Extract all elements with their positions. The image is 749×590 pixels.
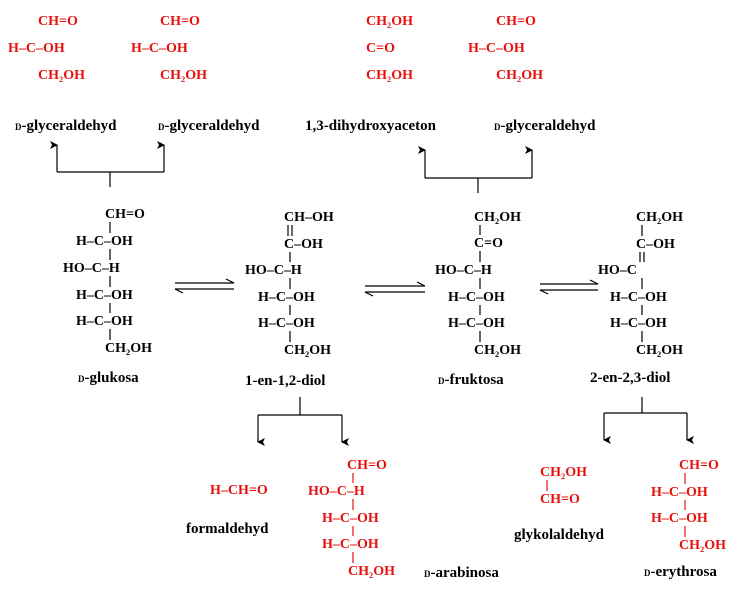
formula-line: CH₂OH [496, 68, 543, 83]
label-prefix: D [78, 374, 85, 384]
equilibrium-arrow-2 [365, 282, 425, 296]
label-dihydroxyacetone: 1,3-dihydroxyaceton [305, 118, 436, 134]
label-enediol-1: 1-en-1,2-diol [245, 373, 326, 389]
formula-line: CH=O [347, 458, 387, 473]
label-fructose [438, 372, 504, 388]
fork-arrow-enediol-2-down [604, 397, 687, 440]
formula-line: CH₂OH [474, 210, 521, 225]
formula-line: H–C–OH [610, 316, 667, 331]
fork-arrow-fructose-up [425, 150, 532, 193]
formaldehyde-formula [210, 483, 268, 498]
formula-line: H–C–OH [258, 316, 315, 331]
label-text: -arabinosa [430, 565, 499, 581]
formula-line: CH₂OH [160, 68, 207, 83]
formula-line: CH=O [496, 14, 536, 29]
label-erythrose [644, 564, 717, 580]
formula-line: H–C–OH [76, 288, 133, 303]
formula-line: H–C–OH [322, 511, 379, 526]
formula-line: HO–C [598, 263, 637, 278]
label-text: -fruktosa [444, 372, 504, 388]
formula-line: CH=O [38, 14, 78, 29]
arabinose-formula [308, 458, 395, 579]
formula-line: H–C–OH [258, 290, 315, 305]
formula-line: H–C–OH [131, 41, 188, 56]
formula-line: CH₂OH [105, 341, 152, 356]
glucose-formula [63, 207, 152, 356]
formula-line: H–C–OH [448, 316, 505, 331]
formula-line: HO–C–H [435, 263, 492, 278]
enediol-2-formula [598, 210, 683, 358]
formula-line: CH₂OH [366, 68, 413, 83]
label-text: -glyceraldehyd [164, 118, 260, 134]
formula-line: CH=O [160, 14, 200, 29]
formula-line: HO–C–H [245, 263, 302, 278]
top-dihydroxyacetone [366, 14, 413, 83]
formula-line: H–C–OH [76, 314, 133, 329]
top-glyceraldehyde-2 [131, 14, 207, 83]
formula-line: H–C–OH [322, 537, 379, 552]
formula-line: CH₂OH [474, 343, 521, 358]
formula-line: CH₂OH [636, 210, 683, 225]
label-formaldehyde: formaldehyd [186, 521, 269, 537]
formula-line: CH₂OH [679, 538, 726, 553]
label-prefix: D [644, 568, 651, 578]
top-glyceraldehyde-3 [468, 14, 543, 83]
top-glyceraldehyde-1 [8, 14, 85, 83]
formula-line: HO–C–H [308, 484, 365, 499]
formula-line: CH=O [105, 207, 145, 222]
label-glycolaldehyde: glykolaldehyd [514, 527, 605, 543]
label-arabinose [424, 565, 499, 581]
formula-line: H–C–OH [468, 41, 525, 56]
label-text: -glyceraldehyd [500, 118, 596, 134]
formula-line: H–C–OH [651, 511, 708, 526]
label-prefix: D [438, 376, 445, 386]
label-text: -erythrosa [650, 564, 717, 580]
formula-line: CH₂OH [38, 68, 85, 83]
equilibrium-arrow-3 [540, 280, 598, 294]
label-text: -glyceraldehyd [21, 118, 117, 134]
label-text: -glukosa [84, 370, 139, 386]
formula-line: CH–OH [284, 210, 334, 225]
formula-line: CH₂OH [366, 14, 413, 29]
formula-line: CH=O [540, 492, 580, 507]
formula-line: CH₂OH [284, 343, 331, 358]
formula-line: H–C–OH [76, 234, 133, 249]
fork-arrow-enediol-1-down [258, 397, 342, 442]
formula-line: C=O [366, 41, 395, 56]
label-prefix: D [15, 122, 22, 132]
formula-line: HO–C–H [63, 261, 120, 276]
label-glyceraldehyde-2 [158, 118, 260, 134]
label-glyceraldehyde-3 [494, 118, 596, 134]
label-prefix: D [424, 569, 431, 579]
formula-line: CH₂OH [540, 465, 587, 480]
formula-line: H–CH=O [210, 483, 268, 498]
erythrose-formula [651, 458, 726, 553]
label-glyceraldehyde-1 [15, 118, 117, 134]
formula-line: CH₂OH [348, 564, 395, 579]
label-prefix: D [494, 122, 501, 132]
formula-line: H–C–OH [448, 290, 505, 305]
fork-arrow-glucose-up [57, 145, 164, 187]
formula-line: H–C–OH [651, 485, 708, 500]
formula-line: CH=O [679, 458, 719, 473]
formula-line: C–OH [636, 237, 675, 252]
formula-line: CH₂OH [636, 343, 683, 358]
formula-line: H–C–OH [610, 290, 667, 305]
formula-line: H–C–OH [8, 41, 65, 56]
label-glucose [78, 370, 139, 386]
equilibrium-arrow-1 [175, 279, 234, 293]
fructose-formula [435, 210, 521, 358]
label-prefix: D [158, 122, 165, 132]
formula-line: C=O [474, 236, 503, 251]
label-enediol-2: 2-en-2,3-diol [590, 370, 671, 386]
formula-line: C–OH [284, 237, 323, 252]
